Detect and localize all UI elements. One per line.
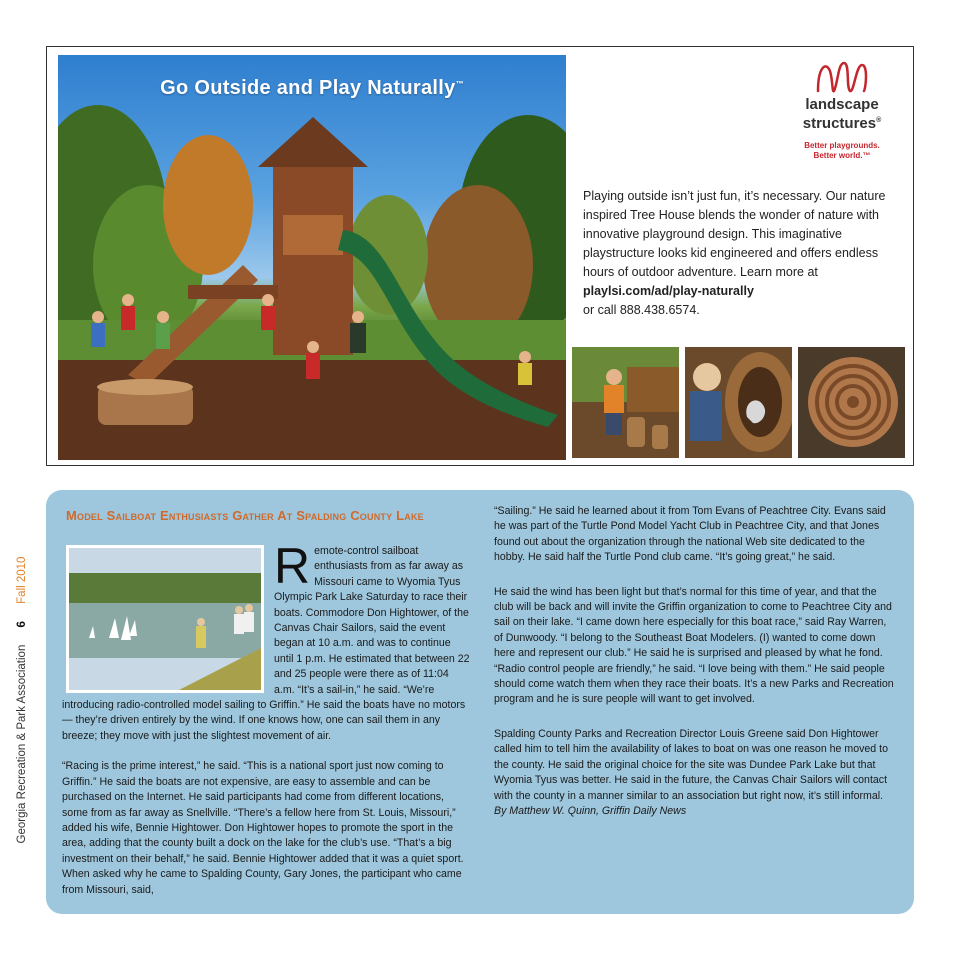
article-paragraph-1: Remote-control sailboat enthusiasts from as far away as Missouri came to Wyomia Tyus Olympic Park Lake Saturday to race their boats. Commodore Don Hightower, of the Canvas Chair Sailors, said the event began at 10 a.m. and was to continue until 1 p.m. He estimated that between 22 and 25 people were there as of 11:04 a.m. “It’s a sail-in,” he said. “We’re introducing radio-controlled model sailing to Griffin.” He said the boats have no motors — they’re driven entirely by the wind. If one knows how, one can sail them in any breeze; they move with just the slightest movement of air. [62, 538, 470, 742]
playground-photo [58, 55, 566, 460]
sidebar-text [16, 557, 28, 844]
article-paragraph-4: He said the wind has been light but that’s normal for this time of year, and that the club will be back and will invite the Griffin organization to come to Peachtree City and sail on their lake. “I came down here especially for this boat race,” said Ray Warren, of Dunwoody. “I belong to the Southeast Boat Modelers. (I) wanted to come down here and represent our club.” He said he is surprised and pleased by what he fond. “Radio control people are friendly,” he said. “I love being with them.” He said people should come watch them when they race their boats. It’s a new Parks and Recreation program and he is sure people will want to get involved. [494, 585, 894, 706]
page-sidebar [8, 540, 36, 860]
thumbnail-child-squirrel [685, 347, 792, 458]
logo-name: landscape structures® [802, 96, 882, 132]
logo-squiggle-icon [814, 57, 870, 97]
article-left-column [62, 538, 470, 898]
article-paragraph-3: “Sailing.” He said he learned about it from Tom Evans of Peachtree City. Evans said he was part of the Turtle Pond Model Yacht Club in Peachtree City, and that Jones found out about the organization through the national Web site dedicated to the hobby. He said half the Turtle Pond club came. “It’s going great,” he said. [494, 505, 886, 564]
thumbnail-child-on-stumps [572, 347, 679, 458]
org-name: Georgia Recreation & Park Association [16, 644, 28, 844]
article-paragraph-5: Spalding County Parks and Recreation Director Louis Greene said Don Hightower called him to tell him the availability of lakes to boat on was one reason he moved to the county. He said the original choice for the site was Dundee Park Lake but that Wyomia Tyus was better. He said in the future, the Canvas Chair Sailors will contact with the county in a manner similar to an association but right now, it’s still informal. [494, 727, 888, 802]
advertisement [46, 46, 914, 466]
sailboat-lake-photo [66, 545, 264, 693]
ad-headline: Go Outside and Play Naturally™ [160, 77, 464, 99]
ad-phone: or call 888.438.6574. [583, 303, 700, 317]
ad-body-text: Playing outside isn’t just fun, it’s necessary. Our nature inspired Tree House blends the wonder of nature with innovative playground design. This imaginative playstructure looks kid engineered and offers endless hours of outdoor adventure. Learn more at playlsi.com/ad/play-naturally or call 888.438.6574. [583, 189, 886, 317]
playground-illustration [58, 55, 566, 460]
article-panel [46, 490, 914, 914]
article-headline: Model Sailboat Enthusiasts Gather At Spalding County Lake [66, 508, 424, 523]
article-byline: By Matthew W. Quinn, Griffin Daily News [494, 804, 687, 817]
ad-url-link[interactable]: playlsi.com/ad/play-naturally [583, 284, 754, 298]
article-right-column [494, 504, 898, 819]
thumbnail-maze-stump [798, 347, 905, 458]
issue-season: Fall 2010 [16, 556, 28, 604]
landscape-structures-logo [787, 57, 897, 161]
drop-cap: R [274, 538, 311, 594]
logo-tagline: Better playgrounds. Better world.™ [804, 141, 880, 160]
page-number: 6 [16, 621, 28, 628]
article-paragraph-2: “Racing is the prime interest,” he said. “This is a national sport just now coming to Griffin.” He said the boats are not expensive, are easy to assemble and can be purchased on the Internet. He said participants had come from different locations, some from as far away as Snellville. “There’s a fellow here from St. Louis, Missouri,” added his wife, Bennie Hightower. Don Hightower hopes to promote the sport in the area, adding that the county built a dock on the lake for the club’s use. “That’s a big investment on their behalf,” he said. Bennie Hightower added that it was a quiet sport. When asked why he came to Spalding County, Gary Jones, the participant who came from Missouri, said, [62, 760, 464, 896]
